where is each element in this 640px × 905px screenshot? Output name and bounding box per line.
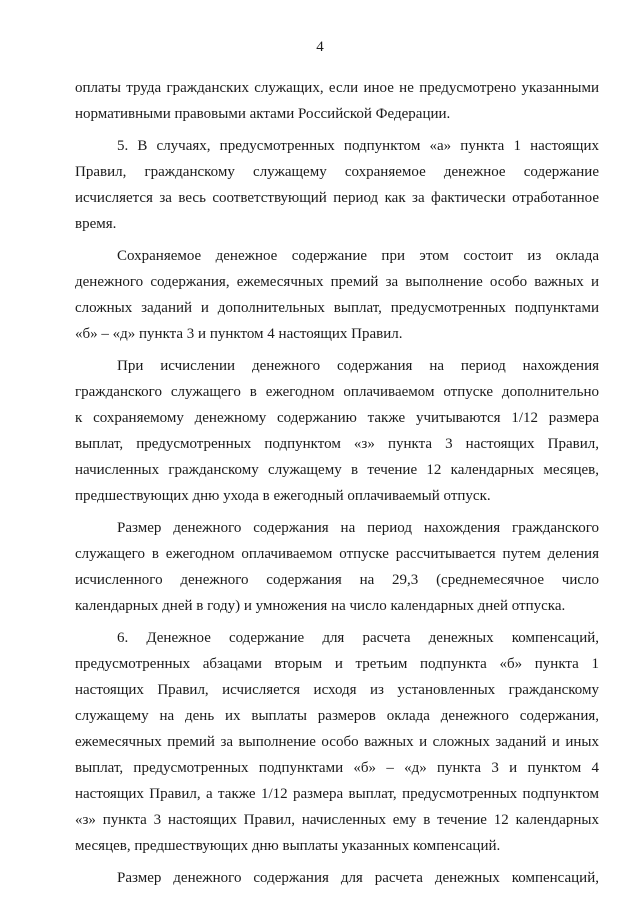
text-line: настоящих Правил, а также 1/12 размера выплат, предусмотренных подпунктом <box>75 786 599 802</box>
text-line: нормативными правовыми актами Российской Федерации. <box>75 106 451 122</box>
paragraph <box>75 243 599 347</box>
text-line: время. <box>75 216 117 232</box>
text-line: «б» – «д» пункта 3 и пунктом 4 настоящих Правил. <box>75 326 403 342</box>
text-line: «з» пункта 3 настоящих Правил, начисленных ему в течение 12 календарных <box>75 812 599 828</box>
text-line: служащему на день их выплаты размеров оклада денежного содержания, <box>75 708 599 724</box>
text-line: исчисленного денежного содержания на 29,3 (среднемесячное число <box>75 572 599 588</box>
paragraph <box>75 865 599 891</box>
text-line: предшествующих дню ухода в ежегодный оплачиваемый отпуск. <box>75 488 491 504</box>
text-line: служащего в ежегодном оплачиваемом отпуске рассчитывается путем деления <box>75 546 599 562</box>
text-line: выплат, предусмотренных подпунктом «з» пункта 3 настоящих Правил, <box>75 436 599 452</box>
document-body <box>75 75 599 891</box>
text-line: Размер денежного содержания на период нахождения гражданского <box>117 520 599 536</box>
paragraph <box>75 353 599 509</box>
text-line: начисленных гражданскому служащему в течение 12 календарных месяцев, <box>75 462 599 478</box>
text-line: 5. В случаях, предусмотренных подпунктом «а» пункта 1 настоящих <box>117 138 599 154</box>
paragraph <box>75 75 599 127</box>
text-line: оплаты труда гражданских служащих, если иное не предусмотрено указанными <box>75 80 599 96</box>
paragraph <box>75 625 599 859</box>
text-line: настоящих Правил, исчисляется исходя из установленных гражданскому <box>75 682 599 698</box>
page-number: 4 <box>316 39 324 55</box>
paragraph <box>75 133 599 237</box>
text-line: Сохраняемое денежное содержание при этом состоит из оклада <box>117 248 599 264</box>
text-line: денежного содержания, ежемесячных премий за выполнение особо важных и <box>75 274 599 290</box>
text-line: выплат, предусмотренных подпунктами «б» – «д» пункта 3 и пунктом 4 <box>75 760 599 776</box>
text-line: ежемесячных премий за выполнение особо важных и сложных заданий и иных <box>75 734 599 750</box>
text-line: 6. Денежное содержание для расчета денежных компенсаций, <box>117 630 599 646</box>
text-line: месяцев, предшествующих дню выплаты указанных компенсаций. <box>75 838 501 854</box>
text-line: При исчислении денежного содержания на период нахождения <box>117 358 599 374</box>
text-line: предусмотренных абзацами вторым и третьим подпункта «б» пункта 1 <box>75 656 599 672</box>
paragraph <box>75 515 599 619</box>
text-line: Размер денежного содержания для расчета денежных компенсаций, <box>117 870 599 886</box>
text-line: исчисляется за весь соответствующий период как за фактически отработанное <box>75 190 599 206</box>
text-line: Правил, гражданскому служащему сохраняемое денежное содержание <box>75 164 599 180</box>
text-line: календарных дней в году) и умножения на число календарных дней отпуска. <box>75 598 566 614</box>
text-line: гражданского служащего в ежегодном оплачиваемом отпуске дополнительно <box>75 384 599 400</box>
text-line: сложных заданий и дополнительных выплат, предусмотренных подпунктами <box>75 300 599 316</box>
text-line: к сохраняемому денежному содержанию также учитываются 1/12 размера <box>75 410 599 426</box>
